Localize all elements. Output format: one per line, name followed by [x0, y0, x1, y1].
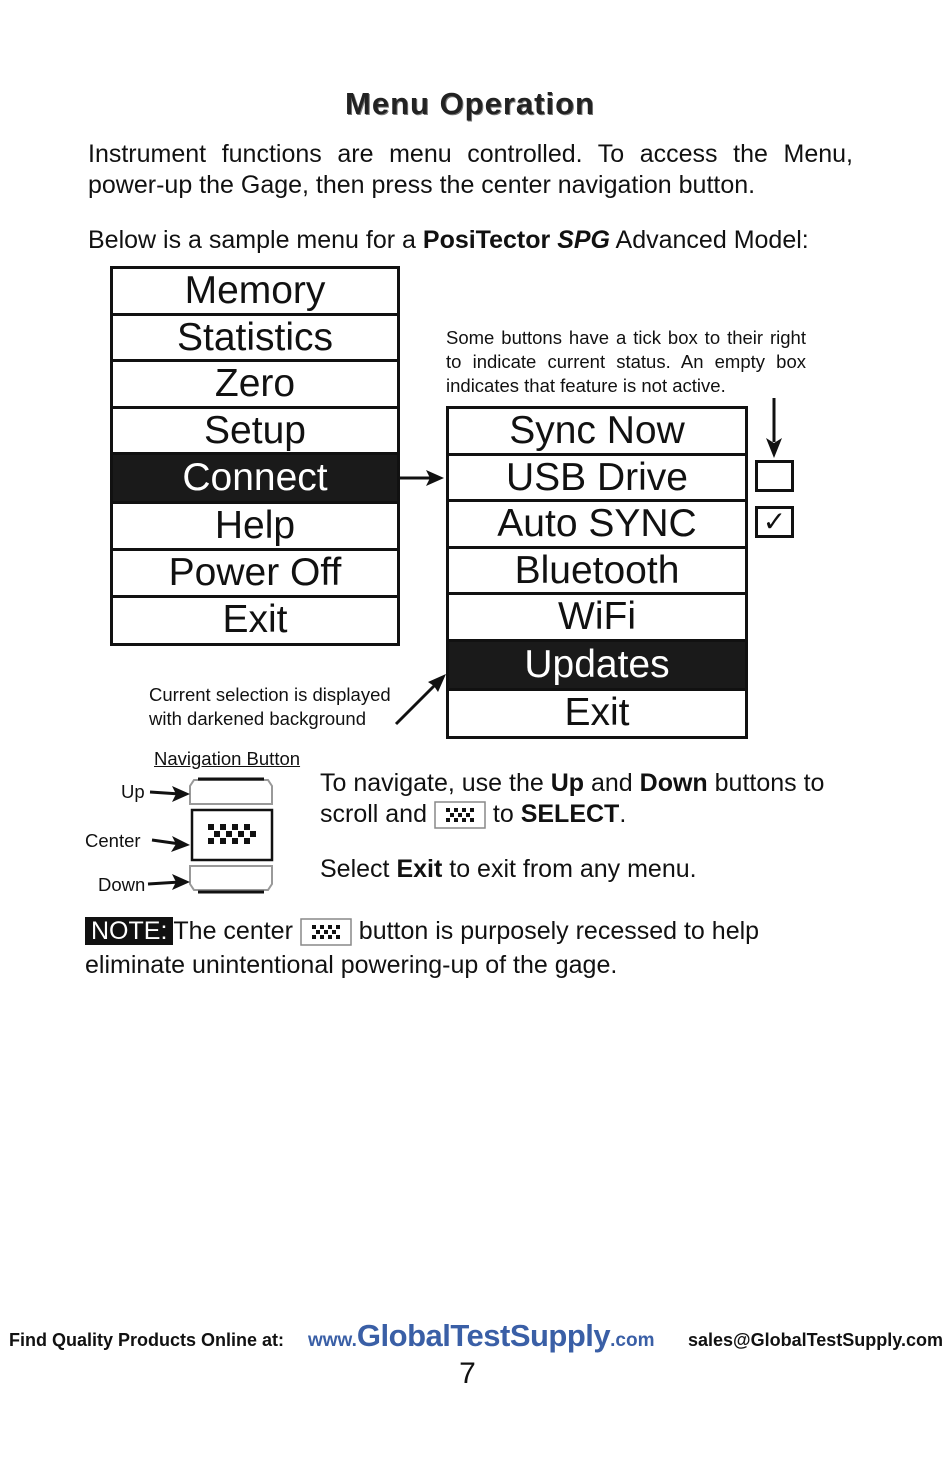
main-menu-item-help[interactable]: Help: [113, 504, 397, 551]
nav-label-up: Up: [121, 781, 145, 802]
main-menu-item-exit[interactable]: Exit: [222, 597, 288, 641]
note-text-2: button is purposely recessed to help: [351, 917, 760, 945]
navigate-line-1: [320, 768, 824, 799]
center-key-icon: [434, 801, 486, 829]
center-key-icon: [300, 918, 352, 946]
intro-paragraph: Instrument functions are menu controlled. To access the Menu, power-up the Gage, then press the center navigation button.: [88, 140, 853, 199]
navigate-select: SELECT: [520, 800, 620, 828]
navigate-period: .: [619, 800, 627, 828]
center-button-pattern-icon: [206, 822, 258, 848]
submenu-item-auto-sync[interactable]: Auto SYNC: [449, 502, 745, 549]
navigate-and: and: [584, 769, 640, 797]
connect-submenu: [446, 406, 748, 739]
page-title: Menu Operation: [345, 86, 595, 121]
usb-drive-checkbox[interactable]: [755, 460, 794, 492]
exit-text-2: to exit from any menu.: [442, 855, 697, 883]
selection-note-line2: with darkened background: [149, 708, 367, 729]
submenu-item-exit[interactable]: Exit: [564, 690, 630, 734]
footer-url[interactable]: [308, 1318, 655, 1354]
url-suffix: .com: [610, 1330, 655, 1351]
submenu-item-wifi[interactable]: WiFi: [449, 595, 745, 642]
caption-prefix: Below is a sample menu for a: [88, 226, 423, 254]
main-menu-item-memory[interactable]: Memory: [113, 269, 397, 316]
page-number: 7: [459, 1357, 476, 1390]
auto-sync-checkbox[interactable]: ✓: [755, 506, 794, 538]
navigation-button-title: Navigation Button: [154, 748, 301, 769]
arrow-right-icon: [400, 466, 446, 490]
tick-box-note: Some buttons have a tick box to their right to indicate current status. An empty box indicates that feature is not active.: [446, 327, 806, 396]
navigate-scroll-and: scroll and: [320, 800, 434, 828]
navigate-line-2: [320, 799, 626, 830]
main-menu: [110, 266, 400, 646]
note-text-1: The center: [173, 917, 300, 945]
footer-left-text: Find Quality Products Online at:: [9, 1330, 285, 1350]
navigate-down: Down: [639, 769, 708, 797]
footer-email[interactable]: sales@GlobalTestSupply.com: [688, 1330, 943, 1350]
url-prefix: www.: [308, 1330, 357, 1351]
caption-suffix: Advanced Model:: [609, 226, 809, 254]
selection-note-line1: Current selection is displayed: [149, 684, 391, 705]
selection-note: [149, 683, 419, 731]
exit-bold: Exit: [396, 855, 443, 883]
caption-brand: PosiTector: [422, 226, 558, 254]
nav-label-down: Down: [98, 874, 146, 895]
main-menu-item-connect[interactable]: Connect: [113, 455, 397, 504]
navigate-up: Up: [550, 769, 585, 797]
nav-label-center: Center: [85, 830, 141, 851]
url-main: GlobalTestSupply: [356, 1318, 611, 1353]
arrow-down-icon: [762, 398, 786, 460]
navigate-text: To navigate, use the: [320, 769, 551, 797]
main-menu-item-statistics[interactable]: Statistics: [113, 316, 397, 363]
submenu-item-sync-now[interactable]: Sync Now: [449, 409, 745, 456]
note-line-1: [85, 916, 759, 947]
note-badge: NOTE:: [85, 917, 173, 945]
navigate-buttons-to: buttons to: [707, 769, 825, 797]
main-menu-item-zero[interactable]: Zero: [113, 362, 397, 409]
exit-instruction: [320, 854, 697, 885]
sample-menu-caption: [88, 225, 878, 256]
main-menu-item-setup[interactable]: Setup: [113, 409, 397, 456]
submenu-item-updates[interactable]: Updates: [449, 642, 745, 691]
arrow-diagonal-icon: [392, 670, 450, 728]
exit-text-1: Select: [320, 855, 397, 883]
submenu-item-usb-drive[interactable]: USB Drive: [449, 456, 745, 503]
caption-model: SPG: [557, 226, 610, 254]
submenu-item-bluetooth[interactable]: Bluetooth: [449, 549, 745, 596]
navigate-to: to: [485, 800, 521, 828]
main-menu-item-power-off[interactable]: Power Off: [113, 551, 397, 598]
note-line-2: eliminate unintentional powering-up of the gage.: [85, 951, 618, 979]
